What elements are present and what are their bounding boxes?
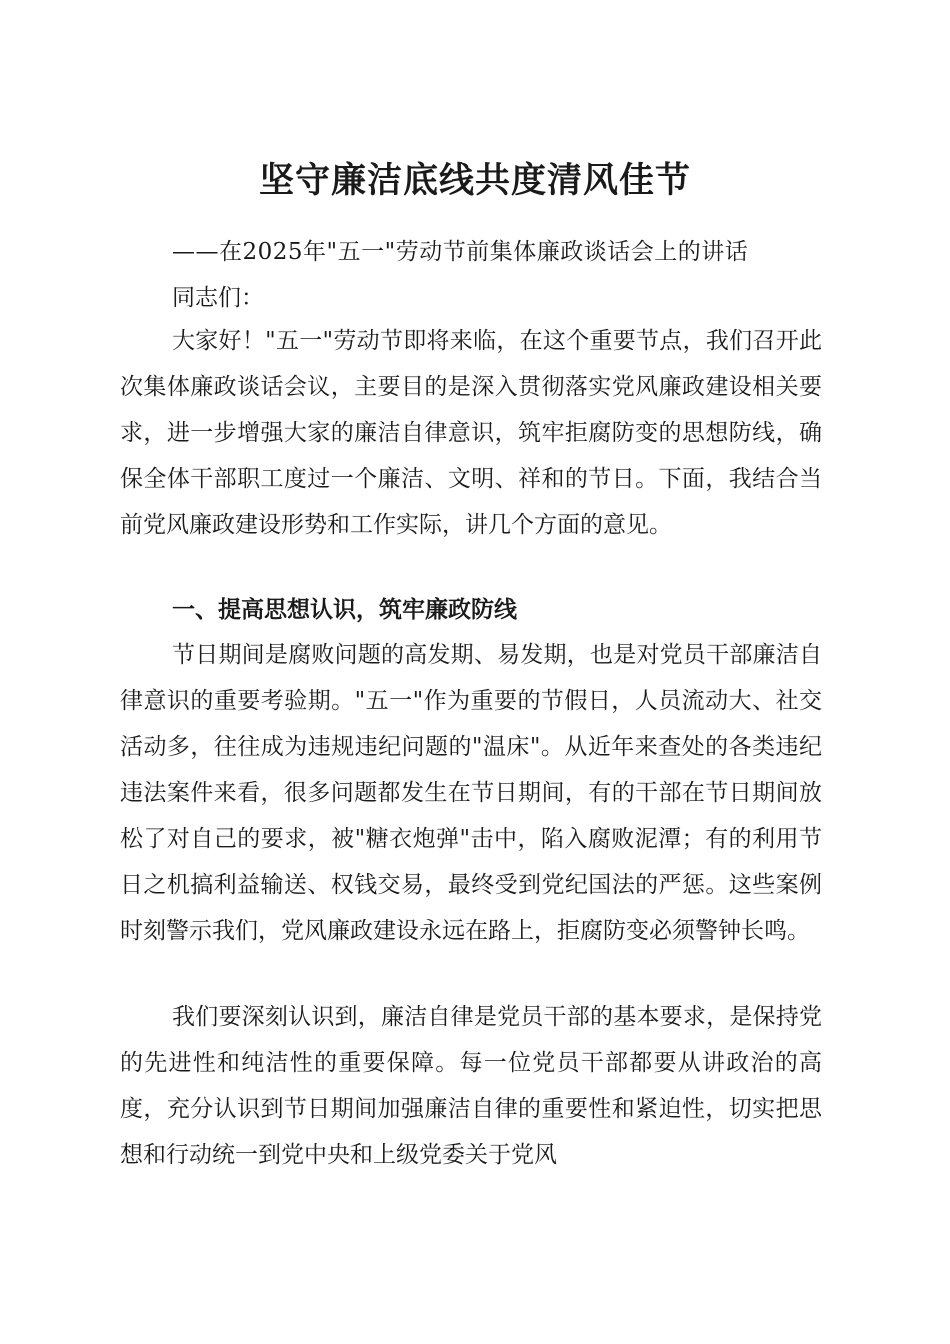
paragraph-section1-a: 节日期间是腐败问题的高发期、易发期，也是对党员干部廉洁自律意识的重要考验期。"五一"作为重要的节假日，人员流动大、社交活动多，往往成为违规违纪问题的"温床"。从近年来查处的各类违纪违法案件来看，很多问题都发生在节日期间，有的干部在节日期间放松了对自己的要求，被"糖衣炮弹"击中，陷入腐败泥潭；有的利用节日之机搞利益输送、权钱交易，最终受到党纪国法的严惩。这些案例时刻警示我们，党风廉政建设永远在路上，拒腐防变必须警钟长鸣。 xyxy=(120,642,822,944)
section-heading-1: 一、提高思想认识，筑牢廉政防线 xyxy=(172,597,517,623)
paragraph-intro: 大家好！"五一"劳动节即将来临，在这个重要节点，我们召开此次集体廉政谈话会议，主要目的是深入贯彻落实党风廉政建设相关要求，进一步增强大家的廉洁自律意识，筑牢拒腐防变的思想防线，确保全体干部职工度过一个廉洁、文明、祥和的节日。下面，我结合当前党风廉政建设形势和工作实际，讲几个方面的意见。 xyxy=(120,328,822,538)
greeting: 同志们： xyxy=(172,285,264,311)
document-title: 坚守廉洁底线共度清风佳节 xyxy=(258,161,691,202)
paragraph-section1-b: 我们要深刻认识到，廉洁自律是党员干部的基本要求，是保持党的先进性和纯洁性的重要保障。每一位党员干部都要从讲政治的高度，充分认识到节日期间加强廉洁自律的重要性和紧迫性，切实把思想和行动统一到党中央和上级党委关于党风 xyxy=(120,1004,822,1168)
document-subtitle: ——在2025年"五一"劳动节前集体廉政谈话会上的讲话 xyxy=(172,239,749,265)
